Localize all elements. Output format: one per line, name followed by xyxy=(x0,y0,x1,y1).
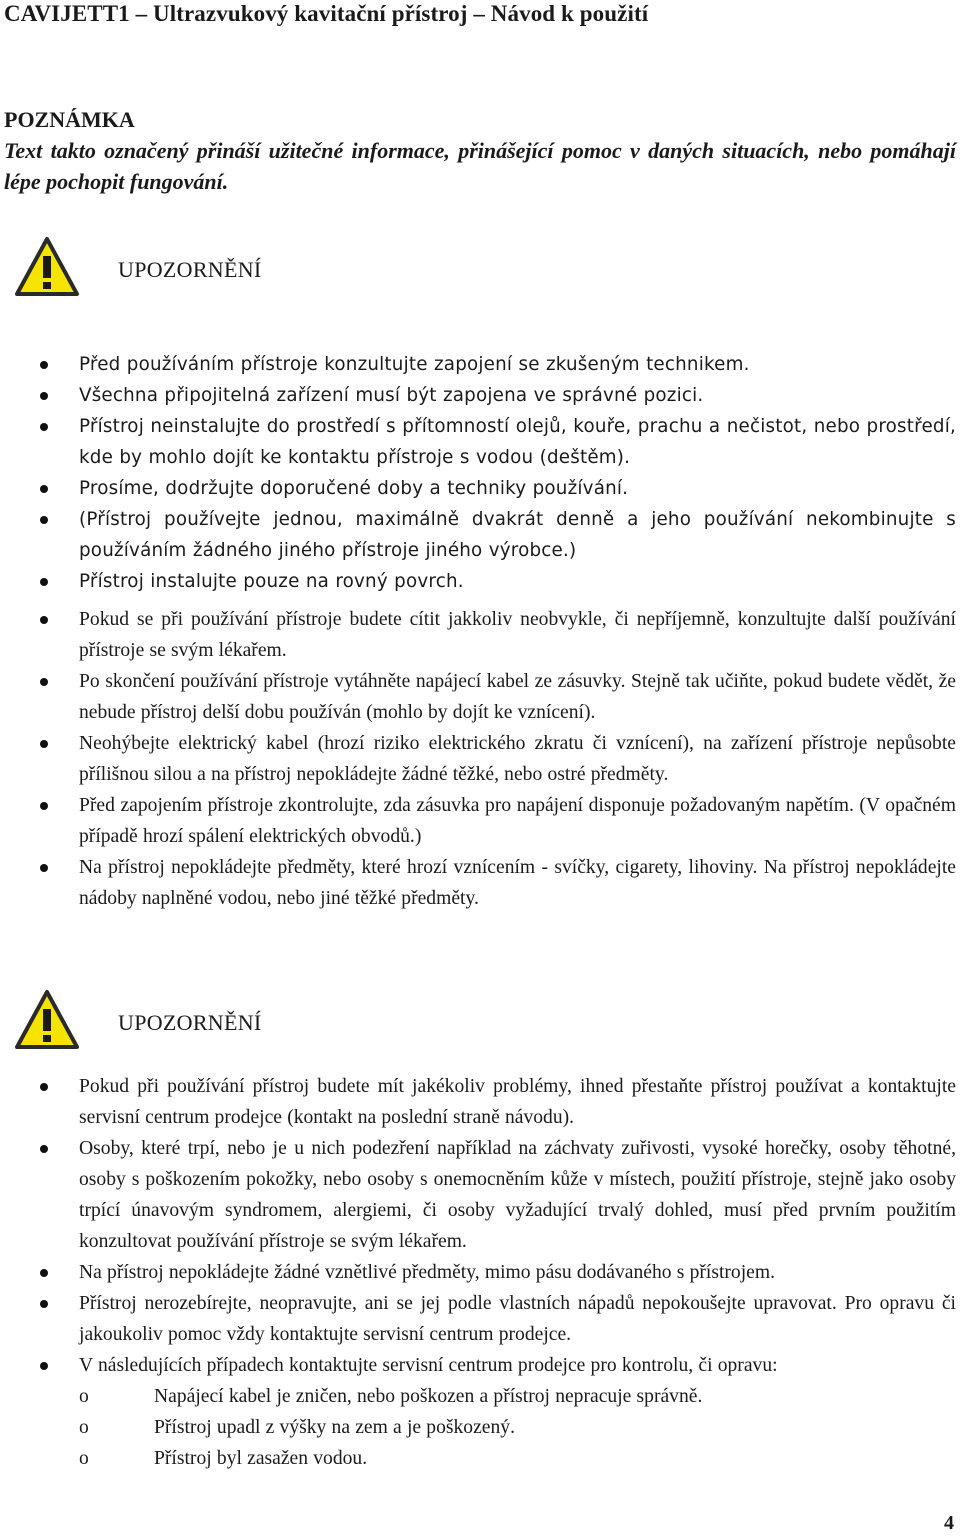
sub-list-item xyxy=(79,1381,956,1412)
warning-title-1: UPOZORNĚNÍ xyxy=(118,257,262,282)
list-item: Před používáním přístroje konzultujte zapojení se zkušeným technikem. xyxy=(0,349,960,380)
warning-list-1 xyxy=(0,349,960,597)
sub-list-marker: o xyxy=(79,1448,89,1469)
sub-list-item xyxy=(79,1443,956,1474)
list-item xyxy=(0,1350,960,1474)
page-number: 4 xyxy=(944,1512,954,1534)
list-item: (Přístroj používejte jednou, maximálně dvakrát denně a jeho používání nekombinujte s používáním žádného jiného přístroje jiného výrobce.) xyxy=(0,504,960,566)
note-text: Text takto označený přináší užitečné informace, přinášející pomoc v daných situacích, nebo pomáhají lépe pochopit fungování. xyxy=(4,138,956,194)
list-item: Neohýbejte elektrický kabel (hrozí riziko elektrického zkratu či vznícení), na zařízení přístroje nepůsobte přílišnou silou a na přístroj nepokládejte žádné těžké, nebo ostré předměty. xyxy=(0,728,960,790)
warning-list-2 xyxy=(0,1071,960,1474)
sub-list-text: Napájecí kabel je zničen, nebo poškozen a přístroj nepracuje správně. xyxy=(154,1386,703,1407)
warning-triangle-icon xyxy=(14,989,80,1051)
note-section xyxy=(4,104,956,197)
list-item: Před zapojením přístroje zkontrolujte, zda zásuvka pro napájení disponuje požadovaným napětím. (V opačném případě hrozí spálení elektrických obvodů.) xyxy=(0,790,960,852)
warning-list-1b xyxy=(0,604,960,914)
sub-list-item xyxy=(79,1412,956,1443)
list-item: Osoby, které trpí, nebo je u nich podezření například na záchvaty zuřivosti, vysoké horečky, osoby těhotné, osoby s poškozením pokožky, nebo osoby s onemocněním kůže v místech, použití přístroje, stejně jako osoby trpící únavovým syndromem, alergiemi, či osoby vyžadující trvalý dohled, musí před prvním použitím konzultovat používání přístroje se svým lékařem. xyxy=(0,1133,960,1257)
list-item: Na přístroj nepokládejte žádné vznětlivé předměty, mimo pásu dodávaného s přístrojem. xyxy=(0,1257,960,1288)
sub-list-marker: o xyxy=(79,1386,89,1407)
list-item: Přístroj neinstalujte do prostředí s přítomností olejů, kouře, prachu a nečistot, nebo prostředí, kde by mohlo dojít ke kontaktu přístroje s vodou (deštěm). xyxy=(0,411,960,473)
list-item: Všechna připojitelná zařízení musí být zapojena ve správné pozici. xyxy=(0,380,960,411)
sub-list-text: Přístroj upadl z výšky na zem a je poškozený. xyxy=(154,1417,515,1438)
sub-list-marker: o xyxy=(79,1417,89,1438)
list-item: Pokud se při používání přístroje budete cítit jakkoliv neobvykle, či nepříjemně, konzultujte další používání přístroje se svým lékařem. xyxy=(0,604,960,666)
list-item: Přístroj nerozebírejte, neopravujte, ani se jej podle vlastních nápadů nepokoušejte upravovat. Pro opravu či jakoukoliv pomoc vždy kontaktujte servisní centrum prodejce. xyxy=(0,1288,960,1350)
list-item-text: V následujících případech kontaktujte servisní centrum prodejce pro kontrolu, či opravu: xyxy=(79,1355,778,1376)
list-item: Pokud při používání přístroj budete mít jakékoliv problémy, ihned přestaňte přístroj používat a kontaktujte servisní centrum prodejce (kontakt na poslední straně návodu). xyxy=(0,1071,960,1133)
warning-header-1 xyxy=(0,236,960,306)
document-header: CAVIJETT1 – Ultrazvukový kavitační přístroj – Návod k použití xyxy=(4,1,649,26)
warning-header-2 xyxy=(0,989,960,1059)
note-title: POZNÁMKA xyxy=(4,107,135,132)
sub-list xyxy=(79,1381,956,1474)
list-item: Přístroj instalujte pouze na rovný povrch. xyxy=(0,566,960,597)
list-item: Prosíme, dodržujte doporučené doby a techniky používání. xyxy=(0,473,960,504)
warning-triangle-icon xyxy=(14,236,80,298)
warning-title-2: UPOZORNĚNÍ xyxy=(118,1010,262,1035)
list-item: Po skončení používání přístroje vytáhněte napájecí kabel ze zásuvky. Stejně tak učiňte, pokud budete vědět, že nebude přístroj delší dobu používán (mohlo by dojít ke vznícení). xyxy=(0,666,960,728)
sub-list-text: Přístroj byl zasažen vodou. xyxy=(154,1448,368,1469)
list-item: Na přístroj nepokládejte předměty, které hrozí vznícením - svíčky, cigarety, lihoviny. Na přístroj nepokládejte nádoby naplněné vodou, nebo jiné těžké předměty. xyxy=(0,852,960,914)
